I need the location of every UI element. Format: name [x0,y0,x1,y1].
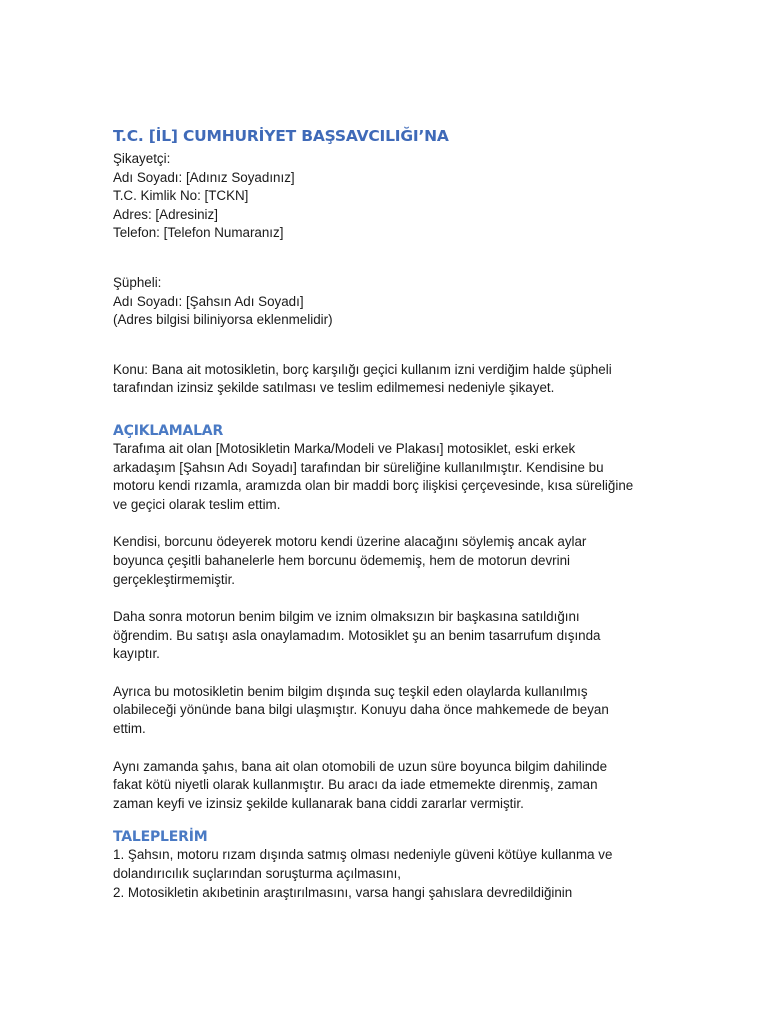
suspect-label: Şüpheli: [113,274,162,290]
paragraph-line: Aynı zamanda şahıs, bana ait olan otomobili de uzun süre boyunca bilgim dahilinde [113,758,608,774]
paragraph-line: Kendisi, borcunu ödeyerek motoru kendi üzerine alacağını söylemiş ancak aylar [113,534,587,550]
request-line: 2. Motosikletin akıbetinin araştırılmasını, varsa hangi şahıslara devredildiğinin [113,884,573,900]
complainant-label: Şikayetçi: [113,151,171,166]
document-title: T.C. [İL] CUMHURİYET BAŞSAVCILIĞI’NA [113,127,449,145]
paragraph-line: olabileceği yönünde bana bilgi ulaşmıştır. Konuyu daha önce mahkemede de beyan [113,702,609,718]
explanations-section [113,422,658,814]
explanation-paragraph [113,533,658,589]
paragraph-line: ettim. [113,721,146,737]
paragraph-line: gerçekleştirmemiştir. [113,571,236,587]
explanation-paragraph [113,683,658,739]
suspect-section [113,274,658,330]
explanation-paragraph [113,758,658,814]
paragraph-line: öğrendim. Bu satışı asla onaylamadım. Motosiklet şu an benim tasarrufum dışında [113,627,601,643]
requests-section [113,828,658,902]
complainant-address: Adres: [Adresiniz] [113,206,218,222]
paragraph-line: zaman keyfi ve izinsiz şekilde kullanarak bana ciddi zararlar vermiştir. [113,795,524,811]
paragraph-line: Daha sonra motorun benim bilgim ve iznim olmaksızın bir başkasına satıldığını [113,609,580,625]
paragraph-line: boyunca çeşitli bahanelerle hem borcunu ödememiş, hem de motorun devrini [113,552,571,568]
paragraph-line: fakat kötü niyetli olarak kullanmıştır. Bu aracı da iade etmemekte direnmiş, zaman [113,777,598,793]
suspect-name: Adı Soyadı: [Şahsın Adı Soyadı] [113,293,304,309]
explanation-paragraph [113,440,658,514]
paragraph-line: motoru kendi rızamla, aramızda olan bir maddi borç ilişkisi çerçevesinde, kısa süreliğine [113,478,634,494]
request-item [113,846,658,883]
paragraph-line: Ayrıca bu motosikletin benim bilgim dışında suç teşkil eden olaylarda kullanılmış [113,683,588,699]
complainant-id: T.C. Kimlik No: [TCKN] [113,188,249,204]
requests-heading: TALEPLERİM [113,829,208,846]
explanation-paragraph [113,608,658,664]
request-line: 1. Şahsın, motoru rızam dışında satmış olması nedeniyle güveni kötüye kullanma ve [113,847,613,863]
paragraph-line: kayıptır. [113,646,160,662]
explanations-heading: AÇIKLAMALAR [113,422,224,439]
paragraph-line: ve geçici olarak teslim ettim. [113,496,281,512]
subject-section [113,361,658,398]
suspect-note: (Adres bilgisi biliniyorsa eklenmelidir) [113,312,333,328]
request-item [113,884,658,903]
subject-line: Konu: Bana ait motosikletin, borç karşılığı geçici kullanım izni verdiğim halde şüpheli [113,361,612,377]
complainant-name: Adı Soyadı: [Adınız Soyadınız] [113,169,295,185]
paragraph-line: arkadaşım [Şahsın Adı Soyadı] tarafından bir süreliğine kullanılmıştır. Kendisine bu [113,459,604,475]
request-line: dolandırıcılık suçlarından soruşturma açılmasını, [113,866,402,882]
paragraph-line: Tarafıma ait olan [Motosikletin Marka/Modeli ve Plakası] motosiklet, eski erkek [113,440,576,456]
complainant-section [113,150,658,243]
document-page [113,126,658,902]
complainant-phone: Telefon: [Telefon Numaranız] [113,225,284,241]
subject-line: tarafından izinsiz şekilde satılması ve teslim edilmemesi nedeniyle şikayet. [113,380,555,396]
